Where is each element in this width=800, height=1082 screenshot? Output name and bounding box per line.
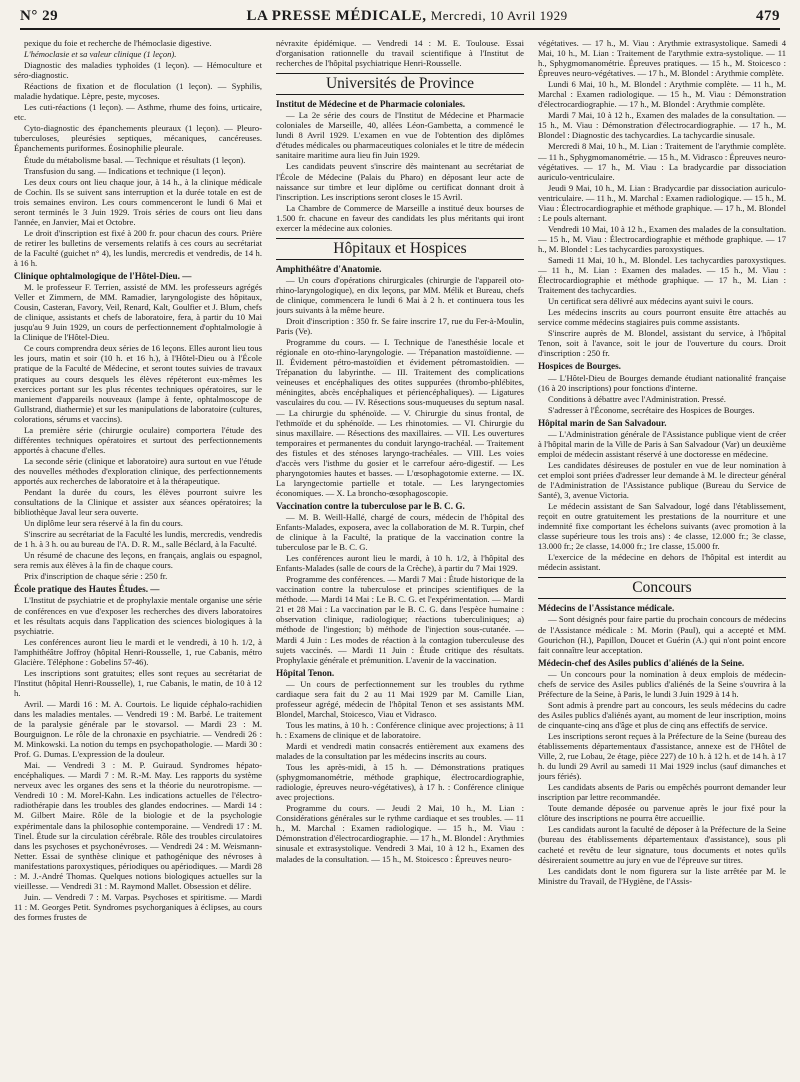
paragraph: Les inscriptions seront reçues à la Préfecture de la Seine (bureau des établissements départementaux d'assistance, annexe est de l'Hôtel de Ville, 2, rue Lobau, 2e étage, pièce 227) de 10 h. à 12 h. et de 14 h. à 17 h. du lundi 29 Avril au samedi 11 Mai 1929 inclus (sauf dimanches et jours fériés). <box>538 731 786 782</box>
paragraph: Les médecins inscrits au cours pourront ensuite être attachés au service comme médecins stagiaires puis comme assistants. <box>538 307 786 328</box>
paragraph: Les candidats peuvent s'inscrire dès maintenant au secrétariat de l'École de Médecine (Palais du Pharo) en déposant leur acte de naissance sur timbre et leur diplôme ou certificat donnant droit à l'inscription. Les inscriptions seront closes le 15 Avril. <box>276 161 524 202</box>
paragraph: Pendant la durée du cours, les élèves pourront suivre les consultations de la Clinique et assister aux séances opératoires; la bibliothèque Javal leur sera ouverte. <box>14 487 262 518</box>
article-heading: Médecins de l'Assistance médicale. <box>538 603 675 614</box>
paragraph: végétatives. — 17 h., M. Viau : Arythmie extrasystolique. Samedi 4 Mai, 10 h., M. Lian : Traitement de l'arythmie extra-systolique. — 11 h., Sphygmomanométrie. Épreuves pratiques. — 15 h., M. Stoicesco : Épreuves neuro-végétatives. — 17 h., M. Blondel : Arythmie complète. <box>538 38 786 79</box>
paragraph: Sont admis à prendre part au concours, les seuls médecins du cadre des Asiles publics d'aliénés ayant, au moment de leur inscription, moins de cinquante-cinq ans d'âge et plus de cinq ans effectifs de service. <box>538 699 786 730</box>
paragraph: M. le professeur F. Terrien, assisté de MM. les professeurs agrégés Veller et Zimmern, de MM. Ramadier, laryngologiste des hôpitaux, Cousin, Casteran, Favory, Veil, Renard, Kalt, Goulfier et J. Blum, chefs de clinique, assistants et chefs de laboratoire, fera, à partir du 10 Mai jusqu'au 9 Juin 1929, un cours de perfectionnement d'ophtalmologie à la Clinique de l'Hôtel-Dieu. <box>14 282 262 343</box>
column-2-hopitaux-text <box>276 264 524 864</box>
paragraph: Un certificat sera délivré aux médecins ayant suivi le cours. <box>548 296 754 307</box>
paragraph: — La 2e série des cours de l'Institut de Médecine et Pharmacie coloniales de Marseille, 40, allées Léon-Gambetta, a commencé le lundi 8 Avril 1929. L'examen en vue de l'obtention des diplômes d'études médicales ou pharmaceutiques coloniales et le titre de médecin sanitaire maritime aura lieu fin Juin 1929. <box>276 110 524 161</box>
paragraph: Les candidats auront la faculté de déposer à la Préfecture de la Seine (bureau des établissements départementaux d'assistance), sous pli cacheté et revêtu de leur signature, tous documents et notes qu'ils désireraient soumettre au jury en vue de l'épreuve sur titres. <box>538 824 786 865</box>
paragraph: — Un cours de perfectionnement sur les troubles du rythme cardiaque sera fait du 2 au 11 Mai 1929 par M. Camille Lian, professeur agrégé, médecin de l'hôpital Tenon et ses assistants MM. Blondel, Marchal, Stoicesco, Viau et Vidrasco. <box>276 678 524 719</box>
column-3 <box>538 38 786 1078</box>
article-heading: Institut de Médecine et de Pharmacie coloniales. <box>276 99 466 110</box>
article-heading: École pratique des Hautes Études. — <box>14 584 160 595</box>
page-number-right: 479 <box>756 8 780 24</box>
paragraph: Vendredi 10 Mai, 10 à 12 h., Examen des malades de la consultation. — 15 h., M. Viau : Électrocardiographie et méthode graphique. — 17 h., M. Blondel : Les tachycardies paroxystiques. <box>538 223 786 254</box>
paragraph: Prix d'inscription de chaque série : 250 fr. <box>24 571 168 582</box>
section-heading-universites: Universités de Province <box>276 73 524 95</box>
page-number-left: N° 29 <box>20 8 59 24</box>
column-3-concours-text <box>538 603 786 885</box>
paragraph: Mai. — Vendredi 3 : M. P. Guiraud. Syndromes hépato-encéphaliques. — Mardi 7 : M. R.-M. May. Les rapports du système nerveux avec les organes des sens et la théorie du neurotropisme. — Vendredi 10 : M. Morel-Kahn. Les indications actuelles de l'électro-radiothérapie dans les troubles des glandes endocrines. — Mardi 14 : M. Gilbert Maire. Rôle de la biologie et de la psychologie expérimentale dans la philosophie contemporaine. — Vendredi 17 : M. Tinel. Étude sur la circulation cérébrale. Rôle des troubles circulatoires dans les psychoses et psychonévroses. — Vendredi 24 : M. Weismann-Netter. Essai de synthèse clinique et pathogénique des névroses à manifestations paroxystiques, périodiques ou apériodiques. — Mardi 28 : M. J.-André Thomas. Quelques notions biologiques actuelles sur la vieillesse. — Vendredi 31 : M. Raymond Mallet. Obsession et délire. <box>14 760 262 891</box>
paragraph: Mardi 7 Mai, 10 à 12 h., Examen des malades de la consultation. — 15 h., M. Viau : Démonstration d'électrocardiographie. — 17 h., M. Blondel : Diagnostic des tachycardies. La tachycardie sinusale. <box>538 110 786 141</box>
column-2-universites-text <box>276 99 524 233</box>
paragraph: Les cuti-réactions (1 leçon). — Asthme, rhume des foins, urticaire, etc. <box>14 102 262 123</box>
paragraph: S'inscrire auprès de M. Blondel, assistant du service, à l'hôpital Tenon, soit à l'avance, soit le jour de l'ouverture du cours. Droit d'inscription : 250 fr. <box>538 328 786 359</box>
paragraph: La première série (chirurgie oculaire) comportera l'étude des différentes techniques opératoires et surtout des perfectionnements apportés à chacune d'elles. <box>14 424 262 455</box>
journal-title <box>246 8 567 25</box>
paragraph: Lundi 6 Mai, 10 h., M. Blondel : Arythmie complète. — 11 h., M. Marchal : Examen radiologique. — 15 h., M. Viau : Démonstration d'électrocardiographie. — 17 h., M. Blondel : Arythmie complète. <box>538 79 786 110</box>
paragraph: Le médecin assistant de San Salvadour, logé dans l'établissement, reçoit en outre gratuitement les prestations de la nourriture et une indemnité fixe comportant les échelons suivants (avec promotion à la classe supérieure tous les trois ans) : 4e classe, 12.000 fr.; 3e classe, 13.000 fr.; 2e classe, 14.000 fr.; 1re classe, 15.000 fr. <box>538 501 786 552</box>
paragraph: Programme des conférences. — Mardi 7 Mai : Étude historique de la vaccination contre la tuberculose et principes scientifiques de la méthode. — Mardi 14 Mai : Le B. C. G. et l'expérimentation. — Mardi 21 et 28 Mai : La vaccination par le B. C. G. dans l'espèce humaine : observation clinique, radiologique; réactions tuberculiniques; a) méthode de l'ingestion; b) méthode de l'injection sous-cutanée. — Mardi 4 Juin : Les modes de réaction à la contagion tuberculeuse des sujets vaccinés. — Mardi 11 Juin : Étude critique des résultats. Prophylaxie générale et prémunition. L'avenir de la vaccination. <box>276 574 524 665</box>
paragraph: pexique du foie et recherche de l'hémoclasie digestive. <box>24 38 212 48</box>
paragraph: névraxite épidémique. — Vendredi 14 : M. E. Toulouse. Essai d'organisation rationnelle du travail scientifique à l'Institut de recherches de l'hôpital psychiatrique Henri-Rousselle. <box>276 38 524 69</box>
paragraph: Cyto-diagnostic des épanchements pleuraux (1 leçon). — Pleuro-tuberculoses, pleurésies septiques, mécaniques, cancéreuses. Épanchements puriformes. Éosinophilie pleurale. <box>14 123 262 154</box>
paragraph: S'adresser à l'Économe, secrétaire des Hospices de Bourges. <box>548 404 755 415</box>
paragraph: Étude du métabolisme basal. — Technique et résultats (1 leçon). <box>24 154 246 165</box>
paragraph: Ce cours comprendra deux séries de 16 leçons. Elles auront lieu tous les jours, matin et soir (10 h. et 16 h.), à l'Hôtel-Dieu ou à l'École pratique de la Faculté de Médecine, et seront toutes suivies de travaux pratiques au cours desquels les élèves répéteront eux-mêmes les exercices portant sur les plus récentes techniques opératoires, sur le maniement d'appareils nouveaux (lampe à fente, ophtalmoscope de Gullstrand, diathermie) et sur les manipulations de laboratoire (cultures, colorations, sérums et vaccins). <box>14 343 262 424</box>
paragraph: Un diplôme leur sera réservé à la fin du cours. <box>24 518 183 529</box>
section-heading-concours: Concours <box>538 577 786 599</box>
paragraph: Les deux cours ont lieu chaque jour, à 14 h., à la clinique médicale de Cochin. Ils se suivent sans interruption et la durée totale en est de trois semaines environ. Les cours commenceront le lundi 6 Mai et seront terminés le 3 Juin 1929. Trois séries de cours ont lieu dans l'année, en Janvier, Mai et Octobre. <box>14 176 262 227</box>
paragraph: S'inscrire au secrétariat de la Faculté les lundis, mercredis, vendredis de 1 h. à 3 h. ou au bureau de l'A. D. R. M., salle Béclard, à la Faculté. <box>14 529 262 550</box>
article-heading: Hôpital Tenon. <box>276 667 335 678</box>
paragraph: Tous les après-midi, à 15 h. — Démonstrations pratiques (sphygmomanométrie, méthode graphique, électrocardiographie, radiologie, épreuves neuro-végétatives), à 17 h. : Conférence clinique avec projections. <box>276 762 524 803</box>
article-heading: Hospices de Bourges. <box>538 361 621 372</box>
paragraph: Les conférences auront lieu le mardi, à 10 h. 1/2, à l'hôpital des Enfants-Malades (salle de cours de la Crèche), à partir du 7 Mai 1929. <box>276 553 524 574</box>
column-2 <box>276 38 524 1078</box>
column-3-hopitaux-text <box>538 38 786 572</box>
paragraph: Les candidates désireuses de postuler en vue de leur nomination à cet emploi sont priées d'adresser leur demande à M. le directeur général de l'Administration de l'Assistance publique (Bureau du Service de Santé), 3, avenue Victoria. <box>538 459 786 501</box>
paragraph: Les inscriptions sont gratuites; elles sont reçues au secrétariat de l'Institut (hôpital Henri-Rousselle), 1, rue Cabanis, le matin, de 10 à 12 h. <box>14 667 262 698</box>
paragraph: La seconde série (clinique et laboratoire) aura surtout en vue l'étude des nouvelles méthodes d'exploration clinique, des perfectionnements apportés aux recherches de laboratoire et à la thérapeutique. <box>14 455 262 486</box>
paragraph: Avril. — Mardi 16 : M. A. Courtois. Le liquide céphalo-rachidien dans les maladies mentales. — Vendredi 19 : M. Barbé. Le traitement de la paralysie générale par le stovarsol. — Mardi 23 : M. Bourguignon. Le rôle de la chronaxie en psychiatrie. — Vendredi 26 : M. Minkowski. La notion du temps en psychopathologie. — Mardi 30 : Prof. G. Dumas. L'expression de la douleur. <box>14 698 262 760</box>
paragraph: Droit d'inscription : 350 fr. Se faire inscrire 17, rue du Fer-à-Moulin, Paris (Ve). <box>276 316 524 337</box>
column-1 <box>14 38 262 1078</box>
paragraph: Jeudi 9 Mai, 10 h., M. Lian : Bradycardie par dissociation auriculo-ventriculaire. — 11 h., M. Marchal : Examen radiologique. — 15 h., M. Viau : Électrocardiographie et méthode graphique. — 17 h., M. Blondel : Le pouls alternant. <box>538 182 786 223</box>
article-heading: Médecin-chef des Asiles publics d'aliénés de la Seine. <box>538 657 745 668</box>
paragraph: Conditions à débattre avec l'Administration. Pressé. <box>548 393 726 404</box>
paragraph: Réactions de fixation et de floculation (1 leçon). — Syphilis, maladie hydatique. Lèpre, peste, mycoses. <box>14 81 262 102</box>
paragraph: — Un concours pour la nomination à deux emplois de médecin-chefs de service des Asiles publics d'aliénés de la Seine s'ouvrira à la Préfecture de la Seine, à Paris, le lundi 3 Juin 1929 à 14 h. <box>538 668 786 699</box>
columns <box>14 38 786 1078</box>
page-header <box>20 8 780 30</box>
section-heading-hopitaux: Hôpitaux et Hospices <box>276 238 524 260</box>
paragraph: Programme du cours. — I. Technique de l'anesthésie locale et régionale en oto-rhino-laryngologie. — Trépanation mastoïdienne. — II. Évidement pétro-mastoïdien et évidement pétromastoïdien. — Trépanation du labyrinthe. — III. Traitement des complications veineuses et encéphaliques des otites suppurées (thrombo-phlébites, méningites, abcès encéphaliques et périencéphaliques). — Ligatures vasculaires du cou. — IV. Résections sous-muqueuses du septum nasal. — La chirurgie du sphénoïde. — V. Chirurgie du sinus frontal, de l'ethmoïde et du sphénoïde. — Les rhinotomies. — VI. Chirurgie du sinus maxillaire. — Résections des maxillaires. — VII. Les ouvertures temporaires et permanentes du conduit laryngo-trachéal. — Traitement des fistules et des sténoses laryngo-trachéales. — VIII. Les voies d'accès vers l'isthme du gosier et le carrefour aéro-digestif. — Les pharyngotomies hautes et basses. — L'œsophagotomie externe. — IX. La laryngectomie partielle et totale. — Les laryngectomies économiques. — X. La broncho-œsophagoscopie. <box>276 337 524 498</box>
column-1-text <box>14 38 262 922</box>
paragraph: La Chambre de Commerce de Marseille a institué deux bourses de 1.500 fr. chacune en faveur des candidats les plus méritants qui iront exercer la médecine aux colonies. <box>276 202 524 233</box>
paragraph: — Sont désignés pour faire partie du prochain concours de médecins de l'Assistance médicale : M. Morin (Paul), qui a accepté et MM. Gourichon (H.), Papillon, Doucet et Guérin (A.) qui n'ont point encore fait connaître leur acceptation. <box>538 614 786 655</box>
paragraph: Juin. — Vendredi 7 : M. Varpas. Psychoses et spiritisme. — Mardi 11 : M. Georges Petit. Syndromes psychorganiques à éclipses, au cours des formes frustes de <box>14 891 262 922</box>
paragraph: Les candidats absents de Paris ou empêchés pourront demander leur inscription par lettre recommandée. <box>538 782 786 803</box>
paragraph: Diagnostic des maladies typhoïdes (1 leçon). — Hémoculture et séro-diagnostic. <box>14 60 262 81</box>
article-heading: Hôpital marin de San Salvadour. <box>538 417 667 428</box>
paragraph: Le droit d'inscription est fixé à 200 fr. pour chacun des cours. Prière de retirer les bulletins de versements relatifs à ces cours au secrétariat de la Faculté (guichet n° 4), les lundis, mercredis et vendredis, de 14 h. à 16 h. <box>14 227 262 268</box>
paragraph: — Un cours d'opérations chirurgicales (chirurgie de l'appareil oto-rhino-laryngologique), en dix leçons, par MM. Mélik et Bureau, chefs de clinique, commencera le lundi 6 Mai à 2 h. et continuera tous les jours suivants à la même heure. <box>276 274 524 316</box>
paragraph: Tous les matins, à 10 h. : Conférence clinique avec projections; à 11 h. : Examens de clinique et de laboratoire. <box>276 719 524 740</box>
article-heading: Vaccination contre la tuberculose par le B. C. G. <box>276 500 465 511</box>
paragraph: — L'Administration générale de l'Assistance publique vient de créer à l'hôpital marin de la Ville de Paris à San Salvadour (Var) un deuxième emploi de médecin assistant réservé à une doctoresse en médecine. <box>538 428 786 459</box>
journal-name: LA PRESSE MÉDICALE, <box>246 8 427 24</box>
paragraph: Samedi 11 Mai, 10 h., M. Blondel. Les tachycardies paroxystiques. — 11 h., M. Lian : Examen des malades. — 15 h., M. Viau : Électrocardiographie et méthode graphique. — 17 h., M. Lian : Traitement des tachycardies. <box>538 254 786 296</box>
paragraph: — L'Hôtel-Dieu de Bourges demande étudiant nationalité française (16 à 20 inscriptions) pour fonctions d'interne. <box>538 372 786 393</box>
paragraph: — M. B. Weill-Hallé, chargé de cours, médecin de l'hôpital des Enfants-Malades, exposera, avec la collaboration de M. R. Turpin, chef de clinique à la Faculté, la pratique de la vaccination contre la tuberculose par le B. C. G. <box>276 511 524 553</box>
paragraph: Transfusion du sang. — Indications et technique (1 leçon). <box>24 165 226 176</box>
paragraph: Mercredi 8 Mai, 10 h., M. Lian : Traitement de l'arythmie complète. — 11 h., Sphygmomanométrie. — 15 h., M. Vidrasco : Épreuves neuro-végétatives. — 17 h., M. Viau : La bradycardie par dissociation auriculo-ventriculaire. <box>538 141 786 182</box>
paragraph: L'Institut de psychiatrie et de prophylaxie mentale organise une série de conférences en vue d'exposer les recherches des divers laboratoires et les résultats acquis dans l'application des sciences biologiques à la psychiatrie. <box>14 595 262 636</box>
issue-date: Mercredi, 10 Avril 1929 <box>430 8 568 23</box>
paragraph: Mardi et vendredi matin consacrés entièrement aux examens des malades de la consultation par les médecins inscrits au cours. <box>276 741 524 762</box>
column-2-top-text <box>276 38 524 68</box>
article-heading: Amphithéâtre d'Anatomie. <box>276 263 382 274</box>
paragraph: Toute demande déposée ou parvenue après le jour fixé pour la clôture des inscriptions ne pourra être accueillie. <box>538 803 786 824</box>
paragraph: Les candidats dont le nom figurera sur la liste arrêtée par M. le Ministre du Travail, de l'Hygiène, de l'Assis- <box>538 865 786 886</box>
article-heading: Clinique ophtalmologique de l'Hôtel-Dieu. — <box>14 271 192 282</box>
paragraph: L'hémoclasie et sa valeur clinique (1 leçon). <box>24 49 177 60</box>
paragraph: L'exercice de la médecine en dehors de l'hôpital est interdit au médecin assistant. <box>538 552 786 573</box>
paragraph: Un résumé de chacune des leçons, en français, anglais ou espagnol, sera remis aux élèves à la fin de chaque cours. <box>14 550 262 571</box>
paragraph: Programme du cours. — Jeudi 2 Mai, 10 h., M. Lian : Considérations générales sur le rythme cardiaque et ses troubles. — 11 h., M. Marchal : Examen radiologique. — 15 h., M. Viau : Démonstration d'électrocardiographie. — 17 h., M. Blondel : Arythmies sinusale et extrasystolique. Vendredi 3 Mai, 10 à 12 h., Examen des malades de la consultation. — 15 h., M. Stoicesco : Épreuves neuro- <box>276 803 524 864</box>
paragraph: Les conférences auront lieu le mardi et le vendredi, à 10 h. 1/2, à l'amphithéâtre Joffroy (hôpital Henri-Rousselle, 1, rue Cabanis, métro Glacière. Téléphone : Gobelins 57-46). <box>14 636 262 667</box>
